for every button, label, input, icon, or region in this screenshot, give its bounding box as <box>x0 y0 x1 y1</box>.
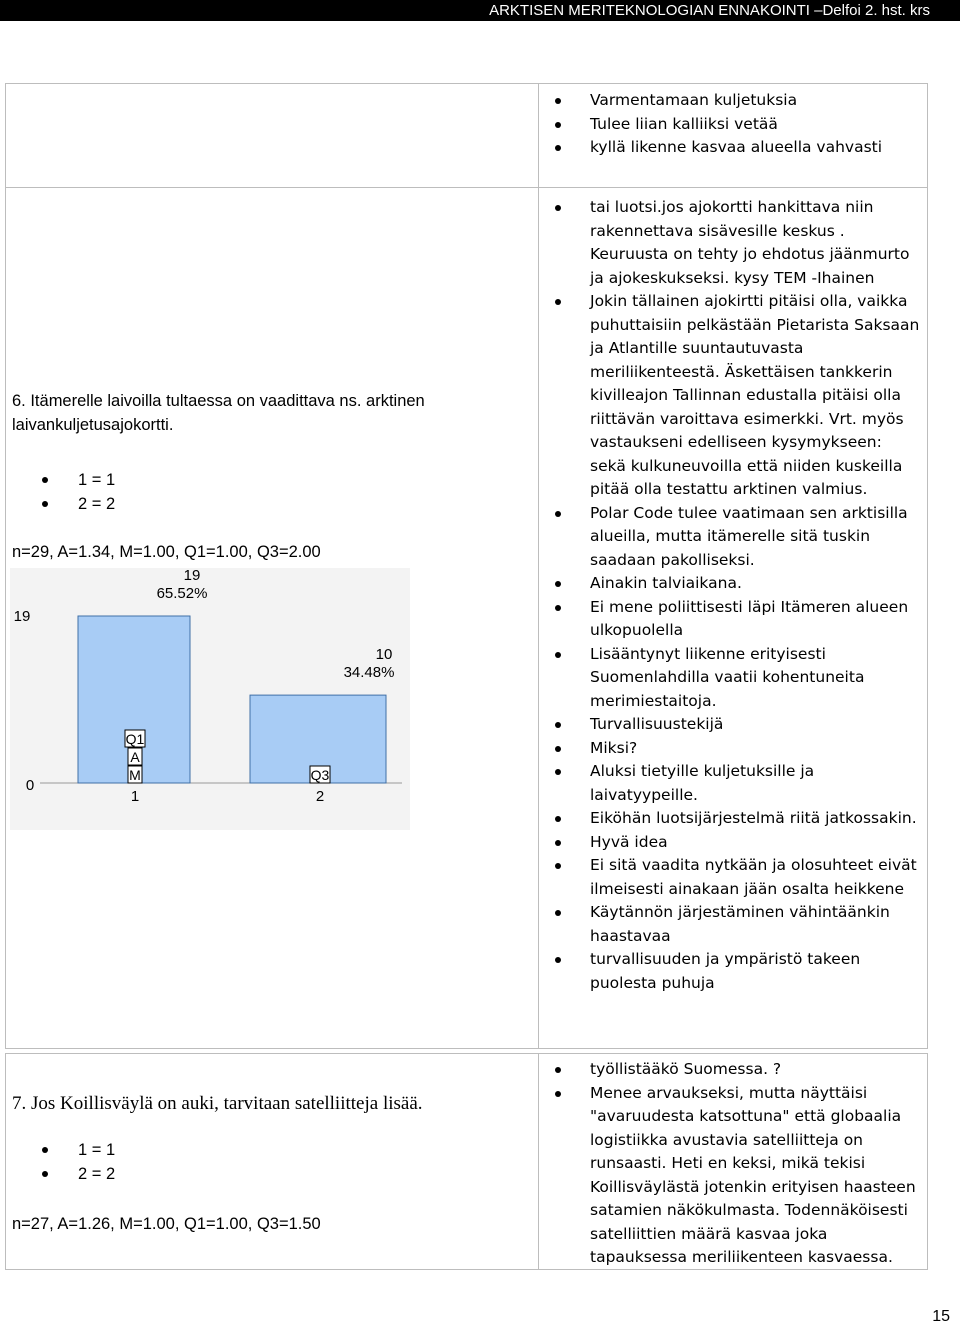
x-tick-label-1: 1 <box>130 788 140 805</box>
q7-scale-list <box>38 1138 115 1186</box>
q7-question: 7. Jos Koillisväylä on auki, tarvitaan satelliitteja lisää. <box>12 1093 423 1114</box>
page-header <box>0 0 960 21</box>
y-tick-label-zero: 0 <box>25 777 35 794</box>
marker-q1-label: Q1 <box>125 731 145 747</box>
bar-value-label-2: 10 <box>375 646 393 664</box>
header-title: ARKTISEN MERITEKNOLOGIAN ENNAKOINTI –Delfoi 2. hst. krs <box>489 2 930 19</box>
marker-a-label: A <box>130 749 140 765</box>
list-item: kyllä likenne kasvaa alueella vahvasti <box>551 136 921 160</box>
list-item: 1 = 1 <box>38 1138 115 1162</box>
list-item: Polar Code tulee vaatimaan sen arktisilla alueilla, mutta itämerelle sitä tuskin saadaan pakolliseksi. <box>551 502 921 573</box>
marker-m-label: M <box>129 767 141 783</box>
page-number: 15 <box>932 1308 950 1325</box>
x-tick-label-2: 2 <box>315 788 325 805</box>
bar-value-label-1: 19 <box>183 568 201 584</box>
marker-q3-label: Q3 <box>310 767 330 783</box>
q7-right-cell <box>538 1053 928 1270</box>
marker-q3 <box>310 766 330 783</box>
marker-a <box>128 748 142 765</box>
q7-stats: n=27, A=1.26, M=1.00, Q1=1.00, Q3=1.50 <box>12 1215 321 1233</box>
marker-q1 <box>125 730 145 747</box>
q7-answer-list <box>551 1058 921 1270</box>
bar-percent-label-2: 34.48% <box>343 664 395 682</box>
q6-right-cell <box>538 187 928 1049</box>
list-item: Eiköhän luotsijärjestelmä riitä jatkossakin. <box>551 807 921 831</box>
q6-answer-list <box>551 196 921 995</box>
list-item: työllistääkö Suomessa. ? <box>551 1058 921 1082</box>
list-item: Aluksi tietyille kuljetuksille ja laivatyypeille. <box>551 760 921 807</box>
list-item: Tulee liian kalliiksi vetää <box>551 113 921 137</box>
row1-left-cell <box>5 83 539 188</box>
list-item: 1 = 1 <box>38 468 115 492</box>
list-item: tai luotsi.jos ajokortti hankittava niin rakennettava sisävesille keskus . Keuruusta on tehty jo ehdotus jäänmurto ja ajokeskukseksi. kysy TEM -Ihainen <box>551 196 921 290</box>
row1-answer-list <box>551 89 921 160</box>
list-item: Ei mene poliittisesti läpi Itämeren alueen ulkopuolella <box>551 596 921 643</box>
q6-left-cell <box>5 187 539 1049</box>
list-item: Varmentamaan kuljetuksia <box>551 89 921 113</box>
q6-scale-list <box>38 468 115 516</box>
y-tick-label-max: 19 <box>13 608 31 625</box>
marker-m <box>128 766 142 783</box>
list-item: turvallisuuden ja ympäristö takeen puolesta puhuja <box>551 948 921 995</box>
list-item: Menee arvaukseksi, mutta näyttäisi "avaruudesta katsottuna" että globaalia logistiikka avustavia satelliitteja on runsaasti. Heti en keksi, mikä tekisi Koillisväylästä jotenkin erityisen haasteen satamien näkökulmasta. Todennäköisesti satelliittien määrä kasvaa joka tapauksessa meriliikenteen kasvaessa. <box>551 1082 921 1270</box>
q6-bar-chart <box>10 568 410 830</box>
q6-stats: n=29, A=1.34, M=1.00, Q1=1.00, Q3=2.00 <box>12 543 321 561</box>
bar-percent-label-1: 65.52% <box>156 585 208 602</box>
list-item: Ainakin talviaikana. <box>551 572 921 596</box>
list-item: Miksi? <box>551 737 921 761</box>
row1-right-cell <box>538 83 928 188</box>
list-item: Lisääntynyt liikenne erityisesti Suomenlahdilla vaatii kohentuneita merimiestaitoja. <box>551 643 921 714</box>
list-item: 2 = 2 <box>38 492 115 516</box>
q7-left-cell <box>5 1053 539 1270</box>
list-item: Jokin tällainen ajokirtti pitäisi olla, vaikka puhuttaisiin pelkästään Pietarista Saksaan ja Atlantille suuntautuvasta meriliikenteestä. Äskettäisen tankkerin kivilleajon Tallinnan edustalla pitäisi olla riittävän varoittava esimerkki. Vrt. myös vastaukseni edelliseen kysymykseen: sekä kulkuneuvoilla että niiden kuskeilla pitää olla testattu arktinen valmius. <box>551 290 921 502</box>
list-item: Käytännön järjestäminen vähintäänkin haastavaa <box>551 901 921 948</box>
list-item: Turvallisuustekijä <box>551 713 921 737</box>
q6-question: 6. Itämerelle laivoilla tultaessa on vaadittava ns. arktinen laivankuljetusajokortti. <box>12 392 425 434</box>
list-item: 2 = 2 <box>38 1162 115 1186</box>
list-item: Ei sitä vaadita nytkään ja olosuhteet eivät ilmeisesti ainakaan jään osalta heikkene <box>551 854 921 901</box>
list-item: Hyvä idea <box>551 831 921 855</box>
